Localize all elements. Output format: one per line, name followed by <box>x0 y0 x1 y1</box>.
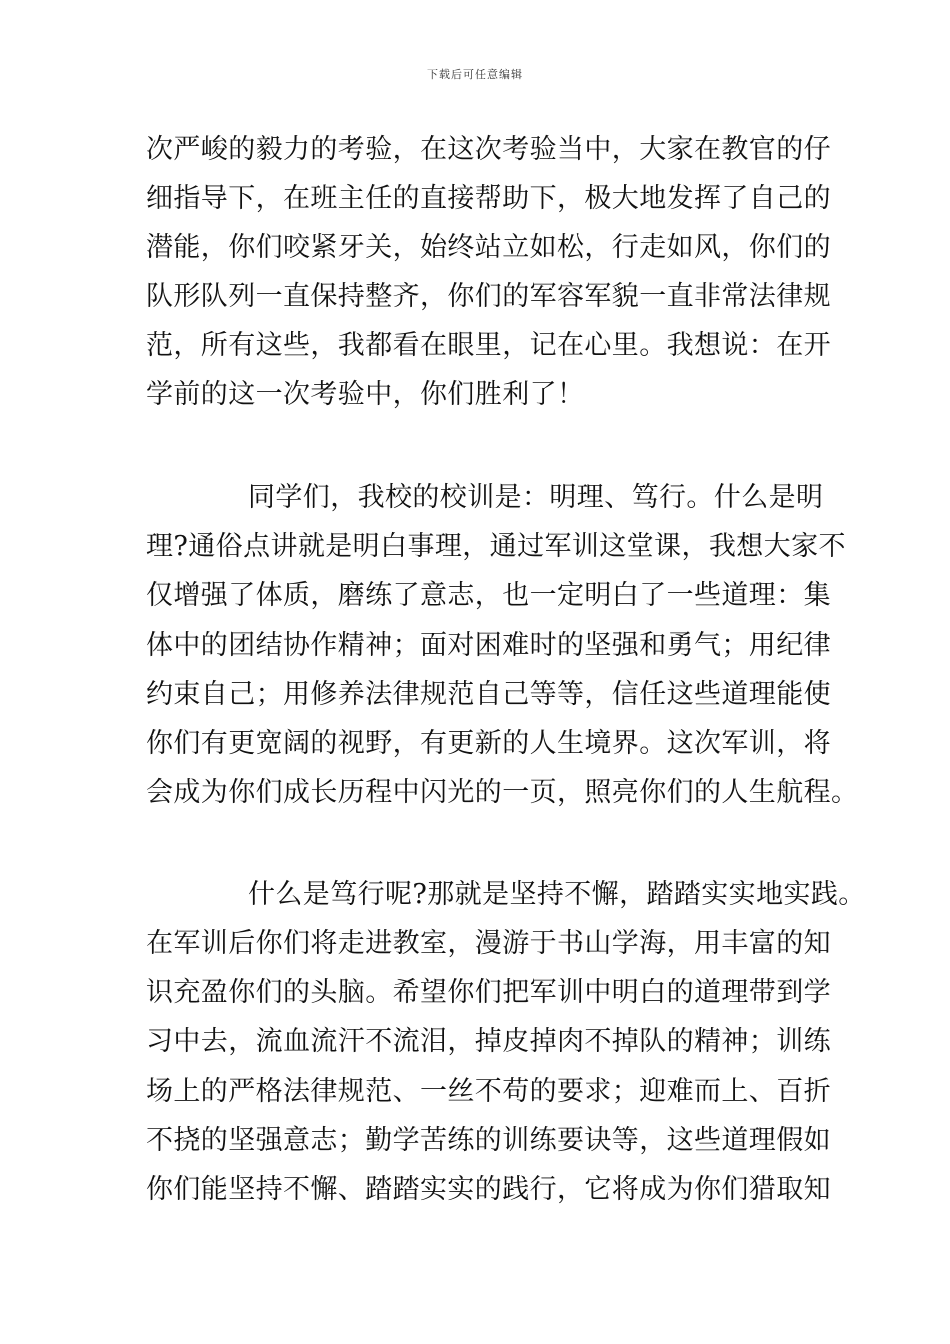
text-line: 场上的严格法律规范、一丝不苟的要求；迎难而上、百折 <box>146 1076 831 1107</box>
text-line: 在军训后你们将走进教室，漫游于书山学海，用丰富的知 <box>146 928 831 959</box>
text-line: 什么是笃行呢?那就是坚持不懈，踏踏实实地实践。 <box>248 879 866 910</box>
text-line: 你们有更宽阔的视野，有更新的人生境界。这次军训，将 <box>146 728 831 759</box>
text-line: 约束自己；用修养法律规范自己等等，信任这些道理能使 <box>146 679 831 710</box>
text-line: 范，所有这些，我都看在眼里，记在心里。我想说：在开 <box>146 330 831 361</box>
text-line: 体中的团结协作精神；面对困难时的坚强和勇气；用纪律 <box>146 630 831 661</box>
text-line: 习中去，流血流汗不流泪，掉皮掉肉不掉队的精神；训练 <box>146 1026 831 1057</box>
text-line: 学前的这一次考验中，你们胜利了！ <box>146 379 585 410</box>
page-header-note: 下载后可任意编辑 <box>427 68 523 81</box>
text-line: 仅增强了体质，磨练了意志，也一定明白了一些道理：集 <box>146 580 831 611</box>
text-line: 次严峻的毅力的考验，在这次考验当中，大家在教官的仔 <box>146 134 831 165</box>
text-line: 同学们，我校的校训是：明理、笃行。什么是明 <box>248 482 824 513</box>
text-line: 队形队列一直保持整齐，你们的军容军貌一直非常法律规 <box>146 281 831 312</box>
text-line: 理?通俗点讲就是明白事理，通过军训这堂课，我想大家不 <box>146 531 846 562</box>
text-line: 细指导下，在班主任的直接帮助下，极大地发挥了自己的 <box>146 183 831 214</box>
text-line: 识充盈你们的头脑。希望你们把军训中明白的道理带到学 <box>146 977 831 1008</box>
text-line: 会成为你们成长历程中闪光的一页，照亮你们的人生航程。 <box>146 777 859 808</box>
text-line: 潜能，你们咬紧牙关，始终站立如松，行走如风，你们的 <box>146 232 831 263</box>
text-line: 你们能坚持不懈、踏踏实实的践行，它将成为你们猎取知 <box>146 1174 831 1205</box>
text-line: 不挠的坚强意志；勤学苦练的训练要诀等，这些道理假如 <box>146 1125 831 1156</box>
